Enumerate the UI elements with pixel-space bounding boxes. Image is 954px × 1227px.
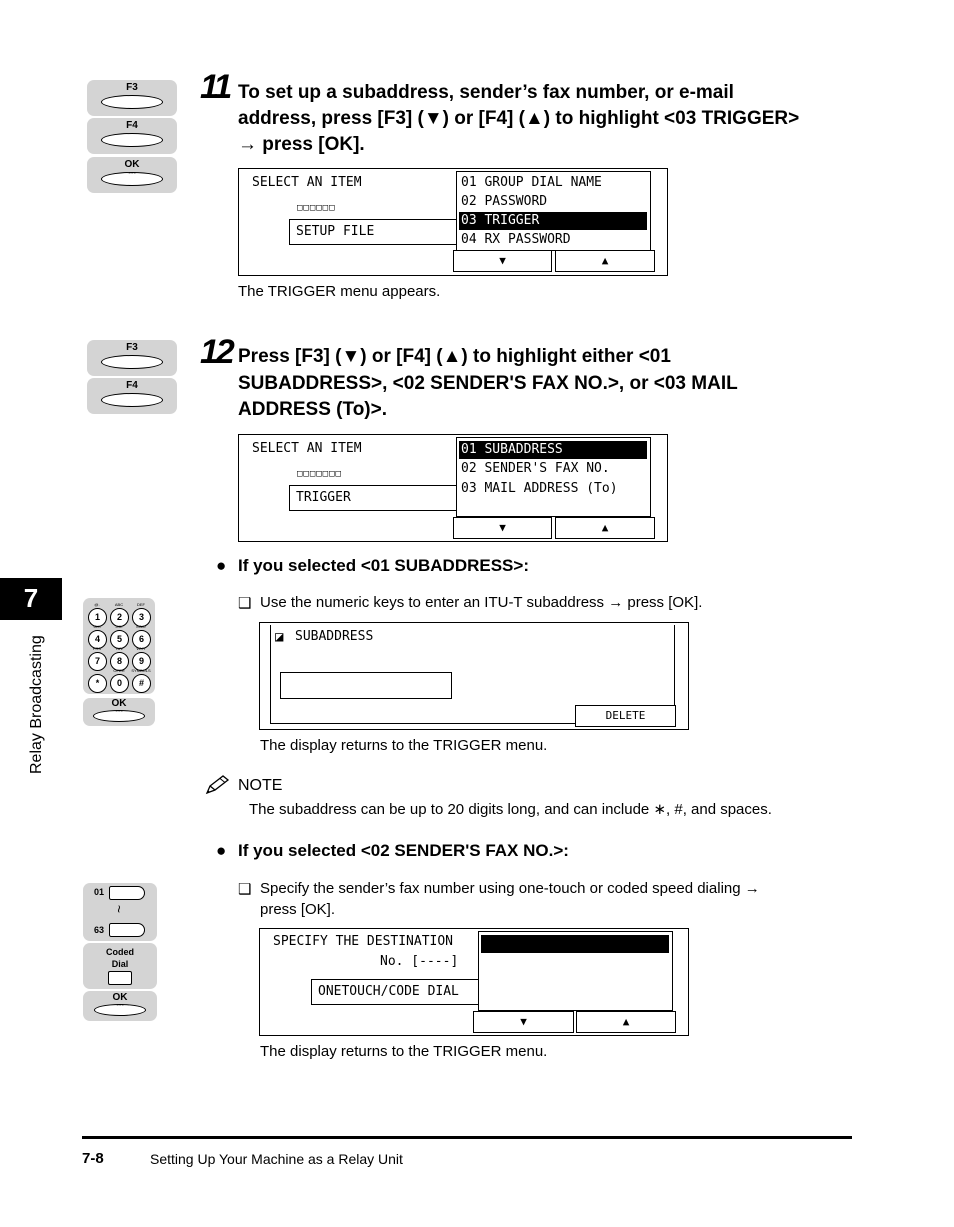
- lcd-list-item[interactable]: 02 PASSWORD: [461, 194, 548, 209]
- scroll-arrows-icon: ▲ ▼: [661, 936, 667, 954]
- keypad-key-6[interactable]: 6: [132, 630, 151, 649]
- ok-key[interactable]: [83, 698, 155, 726]
- step-11-result-text: The TRIGGER menu appears.: [238, 283, 441, 300]
- f3-key-oval: [101, 95, 163, 109]
- lcd-list-item[interactable]: 02 SENDER'S FAX NO.: [461, 461, 610, 476]
- keypad-key-#[interactable]: #: [132, 674, 151, 693]
- lcd-item-list: [478, 931, 673, 1011]
- ok-key-oval: [93, 710, 145, 722]
- ok-key-oval: [101, 172, 163, 186]
- sub-02-heading: If you selected <02 SENDER'S FAX NO.>:: [238, 841, 569, 860]
- numeric-keypad[interactable]: [83, 598, 155, 694]
- sub-02-instruction-line-1: Specify the sender’s fax number using one-touch or coded speed dialing →: [260, 880, 760, 897]
- keypad-key-3[interactable]: 3: [132, 608, 151, 627]
- step-11-heading-line-3: → press [OK].: [238, 134, 365, 155]
- keypad-key-4[interactable]: 4: [88, 630, 107, 649]
- chapter-title: Relay Broadcasting: [28, 635, 45, 774]
- f4-key-oval: [101, 393, 163, 407]
- step-11-lcd-screen: [238, 168, 668, 276]
- keypad-key-7[interactable]: 7: [88, 652, 107, 671]
- scroll-arrows-icon: ▲ ▼: [639, 442, 645, 460]
- chapter-number: 7: [23, 583, 39, 613]
- lcd-field: SETUP FILE: [289, 219, 457, 245]
- f4-key-oval: [101, 133, 163, 147]
- keypad-letters: TUV: [115, 646, 123, 651]
- lcd-list-item-selected[interactable]: 03 TRIGGER: [459, 212, 647, 230]
- step-12-heading-line-2: SUBADDRESS>, <02 SENDER'S FAX NO.>, or <03 MAIL: [238, 373, 738, 394]
- lcd-item-list: [456, 437, 651, 517]
- keypad-letters: DEF: [137, 602, 145, 607]
- step-12-heading-line-3: ADDRESS (To)>.: [238, 399, 388, 420]
- lcd-field: TRIGGER: [289, 485, 457, 511]
- one-touch-keys-panel: [83, 883, 157, 941]
- ok-key-oval: [94, 1004, 146, 1016]
- keypad-letters: GHI: [93, 624, 101, 629]
- item-number: 01: [529, 954, 546, 969]
- keypad-key-2[interactable]: 2: [110, 608, 129, 627]
- f4-key-label: F4: [126, 120, 138, 131]
- delete-button[interactable]: DELETE: [575, 705, 676, 727]
- lcd-list-item[interactable]: 03 MAIL ADDRESS (To): [461, 481, 618, 496]
- lcd-title: SPECIFY THE DESTINATION: [273, 934, 454, 949]
- step-12-heading-line-1: Press [F3] (▼) or [F4] (▲) to highlight either <01: [238, 346, 671, 367]
- coded-dial-label: Coded Dial: [106, 947, 134, 969]
- ok-key-label: OK: [124, 159, 140, 170]
- keypad-key-1[interactable]: 1: [88, 608, 107, 627]
- f3-key[interactable]: [87, 80, 177, 116]
- step-12-number: 12: [200, 333, 232, 371]
- footer-rule: [82, 1136, 852, 1139]
- key-63-label: 63: [94, 925, 105, 935]
- keypad-key-9[interactable]: 9: [132, 652, 151, 671]
- bullet-icon: ●: [216, 841, 227, 860]
- step-12-lcd-screen: [238, 434, 668, 542]
- ok-key-label: OK: [111, 698, 127, 709]
- keypad-key-8[interactable]: 8: [110, 652, 129, 671]
- f3-key-oval: [101, 355, 163, 369]
- keypad-key-*[interactable]: *: [88, 674, 107, 693]
- step-11-number: 11: [200, 68, 230, 106]
- f3-key-label: F3: [126, 82, 138, 93]
- ok-key[interactable]: [83, 991, 157, 1021]
- lcd-field: ONETOUCH/CODE DIAL: [311, 979, 479, 1005]
- checkbox-icon: ❑: [238, 595, 252, 612]
- sub-01-result-text: The display returns to the TRIGGER menu.: [260, 737, 548, 754]
- keypad-key-0[interactable]: 0: [110, 674, 129, 693]
- one-touch-key-01[interactable]: [109, 886, 145, 900]
- f4-key[interactable]: [87, 378, 177, 414]
- lcd-dots: □□□□□□□: [297, 469, 342, 479]
- keypad-letters: OPER: [113, 668, 125, 673]
- lcd-title: SELECT AN ITEM: [252, 175, 362, 190]
- checkbox-icon: ❑: [238, 881, 252, 898]
- sub-01-instruction: Use the numeric keys to enter an ITU-T subaddress → press [OK].: [260, 594, 703, 611]
- keypad-letters: ABC: [114, 602, 124, 607]
- step-11-heading-line-2: address, press [F3] (▼) or [F4] (▲) to highlight <03 TRIGGER>: [238, 108, 800, 129]
- step-11-heading-line-1: To set up a subaddress, sender’s fax number, or e-mail: [238, 82, 734, 103]
- key-01-label: 01: [94, 887, 105, 897]
- keypad-letters: SYMBOLS: [131, 668, 151, 673]
- subaddress-input[interactable]: [280, 672, 452, 699]
- keypad-letters: MNO: [136, 624, 146, 629]
- note-text: The subaddress can be up to 20 digits long, and can include ∗, #, and spaces.: [249, 801, 772, 818]
- ok-key[interactable]: [87, 157, 177, 193]
- lcd-title: SELECT AN ITEM: [252, 441, 362, 456]
- lcd-title: SUBADDRESS: [295, 629, 374, 644]
- scroll-arrows-icon: ▲ ▼: [639, 213, 645, 231]
- f3-key[interactable]: [87, 340, 177, 376]
- sub-02-result-text: The display returns to the TRIGGER menu.: [260, 1043, 548, 1060]
- keypad-key-5[interactable]: 5: [110, 630, 129, 649]
- coded-dial-button-shape: [108, 971, 132, 985]
- f3-key-label: F3: [126, 342, 138, 353]
- lcd-list-item[interactable]: 04 RX PASSWORD: [461, 232, 571, 247]
- lcd-item-list: [456, 171, 651, 251]
- keypad-letters: JKL: [115, 624, 123, 629]
- f4-key[interactable]: [87, 118, 177, 154]
- up-button[interactable]: ▲: [555, 517, 655, 539]
- keypad-letters: PRS: [92, 646, 102, 651]
- down-button[interactable]: ▼: [473, 1011, 574, 1033]
- ok-key-label: OK: [112, 992, 128, 1003]
- lcd-list-item-selected[interactable]: 01 SUBADDRESS: [459, 441, 647, 459]
- bullet-icon: ●: [216, 556, 227, 575]
- subaddress-icon: ◪: [275, 629, 284, 645]
- lcd-list-item[interactable]: 01 GROUP DIAL NAME: [461, 175, 602, 190]
- page-number: 7-8: [82, 1150, 104, 1167]
- item-name: NATALIE SMITH: [549, 972, 652, 987]
- sub-01-heading: If you selected <01 SUBADDRESS>:: [238, 556, 529, 575]
- footer-title: Setting Up Your Machine as a Relay Unit: [150, 1151, 403, 1167]
- note-label: NOTE: [238, 777, 283, 794]
- f4-key-label: F4: [126, 380, 138, 391]
- pencil-note-icon: [204, 774, 232, 796]
- keypad-letters: WXY: [136, 646, 146, 651]
- lcd-list-item-selected[interactable]: [481, 935, 669, 987]
- coded-dial-key[interactable]: [83, 943, 157, 989]
- lcd-dots: □□□□□□: [297, 203, 336, 213]
- sub-02-instruction-line-2: press [OK].: [260, 901, 336, 918]
- up-button[interactable]: ▲: [576, 1011, 676, 1033]
- subaddress-lcd-screen: [259, 622, 689, 730]
- destination-lcd-screen: [259, 928, 689, 1036]
- down-button[interactable]: ▼: [453, 517, 552, 539]
- up-button[interactable]: ▲: [555, 250, 655, 272]
- lcd-number-field: No. [----]: [380, 954, 459, 969]
- keypad-letters: @.: [94, 602, 100, 607]
- range-tilde: ~: [111, 904, 128, 914]
- down-button[interactable]: ▼: [453, 250, 552, 272]
- one-touch-key-63[interactable]: [109, 923, 145, 937]
